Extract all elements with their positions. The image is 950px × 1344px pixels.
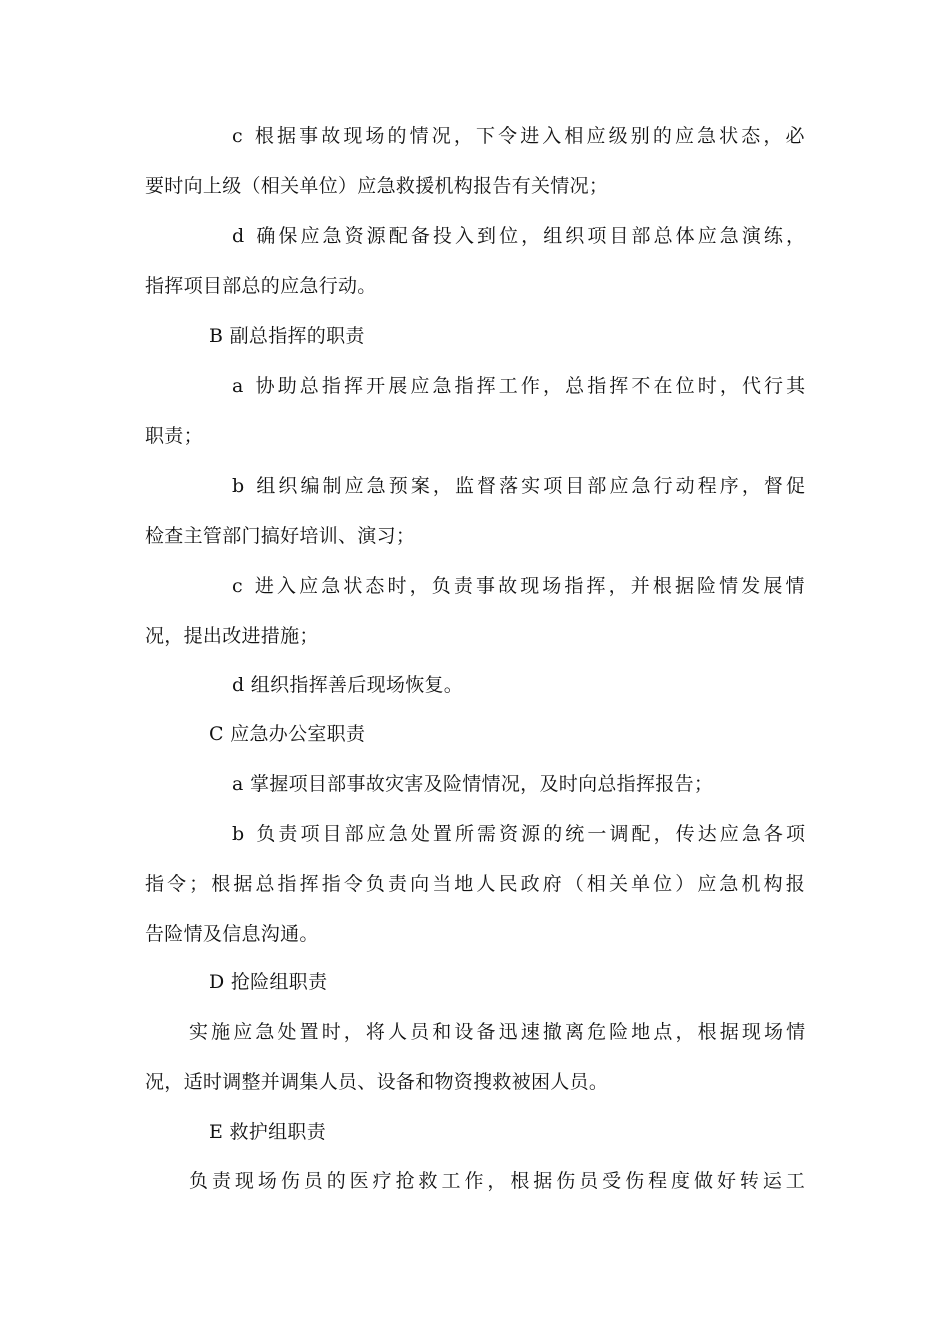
section-heading: D 抢险组职责 [209, 971, 328, 993]
text-line: a 协助总指挥开展应急指挥工作，总指挥不在位时，代行其 [232, 375, 809, 397]
section-heading: B 副总指挥的职责 [209, 325, 365, 347]
text-line: 况，提出改进措施； [145, 625, 319, 647]
text-line: 告险情及信息沟通。 [145, 923, 319, 945]
text-line: b 负责项目部应急处置所需资源的统一调配，传达应急各项 [232, 823, 809, 845]
text-line: b 组织编制应急预案，监督落实项目部应急行动程序，督促 [232, 475, 809, 497]
section-heading: C 应急办公室职责 [209, 723, 366, 745]
text-line: d 组织指挥善后现场恢复。 [232, 674, 464, 696]
text-line: 况，适时调整并调集人员、设备和物资搜救被困人员。 [145, 1071, 609, 1093]
text-line: 检查主管部门搞好培训、演习； [145, 525, 416, 547]
text-line: a 掌握项目部事故灾害及险情情况，及时向总指挥报告； [232, 773, 714, 795]
text-line: 指挥项目部总的应急行动。 [145, 275, 377, 297]
text-line: d 确保应急资源配备投入到位，组织项目部总体应急演练， [232, 225, 809, 247]
text-line: 职责； [145, 425, 203, 447]
text-line: 负责现场伤员的医疗抢救工作，根据伤员受伤程度做好转运工 [189, 1170, 809, 1192]
text-line: 实施应急处置时，将人员和设备迅速撤离危险地点，根据现场情 [189, 1021, 809, 1043]
text-line: c 进入应急状态时，负责事故现场指挥，并根据险情发展情 [232, 575, 808, 597]
section-heading: E 救护组职责 [209, 1121, 327, 1143]
text-line: 要时向上级（相关单位）应急救援机构报告有关情况； [145, 175, 609, 197]
text-line: c 根据事故现场的情况，下令进入相应级别的应急状态，必 [232, 125, 808, 147]
text-line: 指令；根据总指挥指令负责向当地人民政府（相关单位）应急机构报 [145, 873, 808, 895]
